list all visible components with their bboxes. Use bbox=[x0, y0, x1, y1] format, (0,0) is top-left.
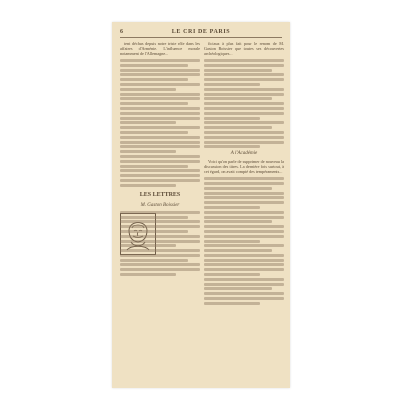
right-academie-paragraph: Voici qu'on parle de supprimer de nouveau la discussion des titres. La dernière fois surtout, à cet égard, on avait compté des tempéraments... bbox=[204, 159, 284, 175]
left-column bbox=[120, 41, 200, 278]
left-intro-paragraph: tent déchus depuis notre triste rôle dans les affaires d'Arménie. L'influence morale notamment de l'Allemagne... bbox=[120, 41, 200, 56]
newspaper-page bbox=[112, 22, 290, 388]
page-header bbox=[120, 28, 282, 36]
journal-title: LE CRI DE PARIS bbox=[171, 29, 231, 35]
section-subhead-boissier: M. Gaston Boissier bbox=[140, 202, 180, 208]
left-column-text-2 bbox=[120, 211, 200, 276]
left-column-text bbox=[120, 59, 200, 187]
right-column-text-2 bbox=[204, 177, 284, 305]
right-column bbox=[204, 41, 284, 307]
section-subhead-academie: A l'Académie bbox=[230, 151, 258, 157]
header-rule bbox=[120, 37, 282, 38]
right-intro-paragraph: ficiaux à plus fait pour le renom de M. Gaston Boissier que toutes ses découvertes archéologiques... bbox=[204, 41, 284, 56]
section-title-les-lettres: LES LETTRES bbox=[139, 191, 181, 198]
page-number: 6 bbox=[120, 29, 123, 35]
right-column-text bbox=[204, 59, 284, 148]
